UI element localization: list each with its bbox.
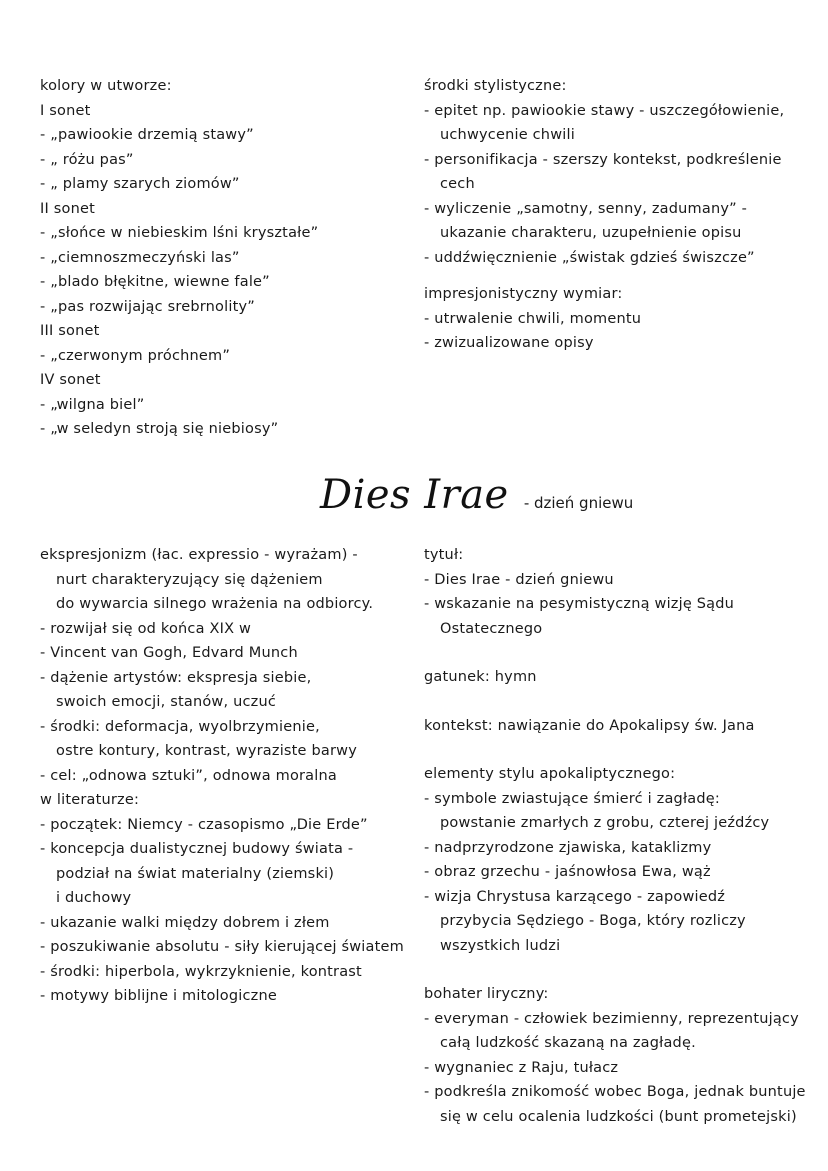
note-line: - „ciemnoszmeczyński las” [40, 249, 240, 266]
note-line: i duchowy [56, 890, 132, 906]
note-line: II sonet [40, 200, 95, 217]
bottom-right-column [424, 543, 822, 1129]
note-line: - Vincent van Gogh, Edvard Munch [40, 645, 298, 661]
note-line: - uddźwięcznienie „świstak gdzieś świszcze” [424, 249, 755, 266]
impressionist-list [424, 307, 822, 356]
title-heading: tytuł: [424, 547, 464, 563]
note-line: - cel: „odnowa sztuki”, odnowa moralna [40, 767, 337, 784]
note-line: - koncepcja dualistycznej budowy świata - [40, 841, 354, 857]
note-line: - motywy biblijne i mitologiczne [40, 988, 277, 1004]
context-line: kontekst: nawiązanie do Apokalipsy św. Jana [424, 717, 755, 734]
note-line: do wywarcia silnego wrażenia na odbiorcy. [56, 596, 374, 612]
note-line: - epitet np. pawiookie stawy - uszczegółowienie, [424, 102, 785, 119]
note-line: - obraz grzechu - jaśnowłosa Ewa, wąż [424, 864, 711, 880]
note-line: - wizja Chrystusa karzącego - zapowiedź [424, 888, 726, 905]
note-line: - początek: Niemcy - czasopismo „Die Erde” [40, 816, 368, 833]
note-line: wszystkich ludzi [440, 937, 561, 954]
expressionism-list [40, 543, 410, 1009]
note-line: Ostatecznego [440, 620, 543, 637]
note-line: - wygnaniec z Raju, tułacz [424, 1059, 619, 1076]
note-line: się w celu ocalenia ludzkości (bunt prometejski) [440, 1108, 797, 1125]
note-line: - Dies Irae - dzień gniewu [424, 571, 614, 588]
note-line: - „pas rozwijając srebrnolity” [40, 298, 255, 315]
top-left-column [40, 74, 400, 442]
genre-line: gatunek: hymn [424, 669, 537, 685]
stylistic-devices-list [424, 99, 822, 271]
colors-heading: kolory w utworze: [40, 78, 172, 94]
note-line: - ukazanie walki między dobrem i złem [40, 914, 330, 931]
note-line: - „ różu pas” [40, 151, 134, 168]
stylistic-devices-heading: środki stylistyczne: [424, 78, 567, 94]
note-line: przybycia Sędziego - Boga, który rozliczy [440, 913, 746, 929]
title-subtitle: - dzień gniewu [523, 494, 634, 512]
note-line: uchwycenie chwili [440, 127, 575, 143]
note-line: ekspresjonizm (łac. expressio - wyrażam) - [40, 547, 358, 563]
note-line: ukazanie charakteru, uzupełnienie opisu [440, 225, 742, 241]
note-line: - symbole zwiastujące śmierć i zagładę: [424, 790, 720, 807]
colors-list [40, 99, 400, 442]
note-line: - wyliczenie „samotny, senny, zadumany” - [424, 200, 748, 217]
note-line: - everyman - człowiek bezimienny, reprezentujący [424, 1010, 799, 1027]
title-list [424, 568, 822, 642]
note-line: - środki: deformacja, wyolbrzymienie, [40, 718, 320, 735]
note-line: podział na świat materialny (ziemski) [56, 865, 335, 882]
note-line: ostre kontury, kontrast, wyraziste barwy [56, 743, 357, 759]
note-line: - „czerwonym próchnem” [40, 347, 231, 364]
note-line: - „pawiookie drzemią stawy” [40, 127, 254, 143]
note-line: III sonet [40, 323, 100, 339]
bottom-left-column [40, 543, 410, 1009]
note-line: - podkreśla znikomość wobec Boga, jednak buntuje [424, 1084, 806, 1100]
note-line: - „w seledyn stroją się niebiosy” [40, 421, 279, 437]
note-line: nurt charakteryzujący się dążeniem [56, 571, 323, 588]
note-line: - personifikacja - szerszy kontekst, podkreślenie [424, 151, 782, 168]
note-line: - dążenie artystów: ekspresja siebie, [40, 669, 312, 686]
note-line: - środki: hiperbola, wykrzyknienie, kontrast [40, 963, 362, 980]
title-main: Dies Irae [320, 472, 509, 518]
apocalyptic-heading: elementy stylu apokaliptycznego: [424, 766, 676, 782]
lyrical-hero-heading: bohater liryczny: [424, 986, 549, 1002]
section-title [320, 472, 633, 518]
note-line: - wskazanie na pesymistyczną wizję Sądu [424, 596, 735, 612]
note-line: - rozwijał się od końca XIX w [40, 620, 252, 637]
note-line: powstanie zmarłych z grobu, czterej jeźdźcy [440, 815, 770, 831]
note-line: - „słońce w niebieskim lśni kryształe” [40, 225, 319, 241]
impressionist-heading: impresjonistyczny wymiar: [424, 286, 623, 302]
note-line: - „blado błękitne, wiewne fale” [40, 274, 270, 290]
note-line: w literaturze: [40, 792, 140, 808]
top-right-column [424, 74, 822, 356]
note-line: cech [440, 176, 475, 192]
note-line: - poszukiwanie absolutu - siły kierującej światem [40, 939, 404, 955]
note-line: - utrwalenie chwili, momentu [424, 310, 642, 327]
lyrical-hero-list [424, 1007, 822, 1130]
note-line: swoich emocji, stanów, uczuć [56, 694, 277, 710]
note-line: - zwizualizowane opisy [424, 335, 594, 351]
note-line: IV sonet [40, 372, 101, 388]
note-line: I sonet [40, 102, 91, 119]
note-line: całą ludzkość skazaną na zagładę. [440, 1035, 696, 1051]
note-line: - nadprzyrodzone zjawiska, kataklizmy [424, 839, 712, 856]
note-line: - „ plamy szarych ziomów” [40, 176, 240, 192]
note-line: - „wilgna biel” [40, 396, 145, 413]
apocalyptic-list [424, 787, 822, 959]
